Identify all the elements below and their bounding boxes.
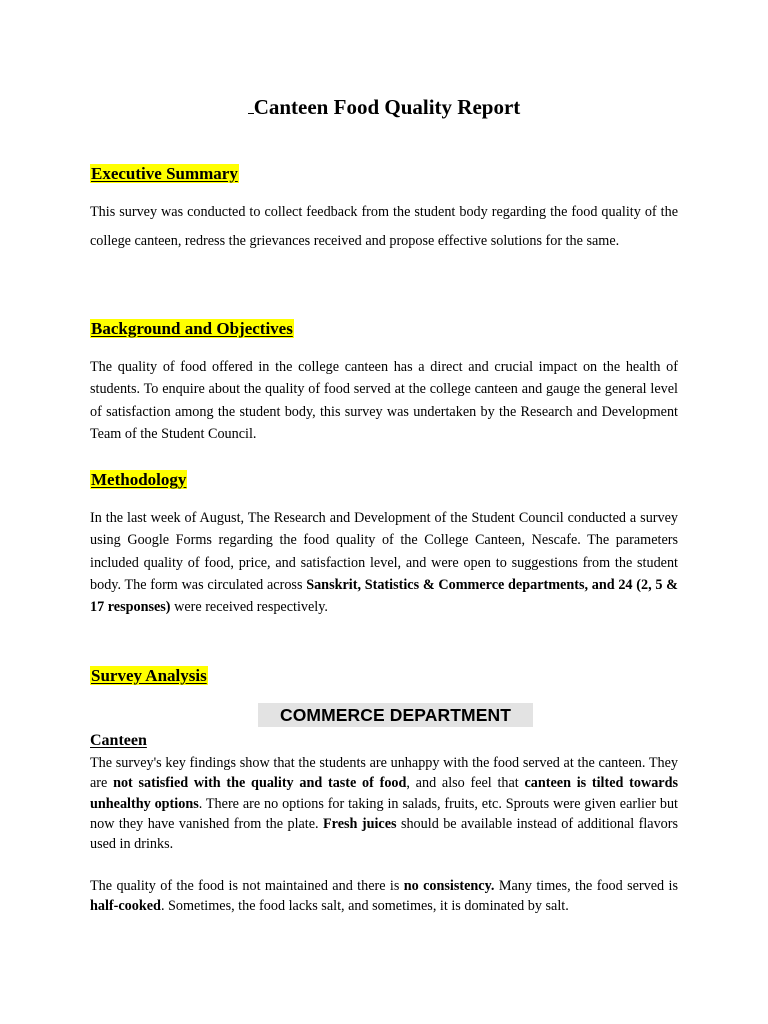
executive-summary-paragraph: This survey was conducted to collect feedback from the student body regarding the food quality of the college canteen, redress the grievances received and propose effective solutions for the same.	[90, 204, 678, 249]
bold-unhealthy-options: canteen is tilted towards unhealthy options	[90, 775, 679, 812]
methodology-text: In the last week of August, The Research and Development of the Student Council conducted a survey using Google Forms regarding the food quality of the College Canteen, Nescafe. The parameters included quality of food, price, and satisfaction level, and were open to suggestions from the student body. The form was circulated across	[90, 510, 678, 593]
survey-analysis-heading: Survey Analysis	[91, 666, 207, 685]
canteen-subheading: Canteen	[90, 732, 147, 749]
executive-summary-heading: Executive Summary	[91, 164, 238, 183]
bold-half-cooked: half-cooked	[90, 898, 161, 915]
department-banner: COMMERCE DEPARTMENT	[258, 703, 533, 727]
bold-fresh-juices: Fresh juices	[323, 815, 397, 832]
methodology-paragraph	[90, 507, 678, 618]
methodology-text-end: were received respectively.	[170, 599, 328, 616]
bold-no-consistency: no consistency.	[403, 878, 495, 894]
background-heading: Background and Objectives	[91, 319, 293, 338]
report-title-text: Canteen Food Quality Report	[253, 95, 521, 119]
canteen-paragraph-1: The survey's key findings show that the students are unhappy with the food served at the canteen. They are not satisfied with the quality and taste of food, and also feel that canteen is tilted towards unhealthy options. There are no options for taking in salads, fruits, etc. Sprouts were given earlier but now they have vanished from the plate. Fresh juices should be available instead of additional flavors used in drinks.	[90, 755, 679, 853]
bold-not-satisfied: not satisfied with the quality and taste of food	[113, 775, 407, 792]
background-paragraph: The quality of food offered in the college canteen has a direct and crucial impact on the health of students. To enquire about the quality of food served at the college canteen and gauge the general level of satisfaction among the student body, this survey was undertaken by the Research and Development Team of the Student Council.	[90, 359, 678, 442]
methodology-heading: Methodology	[91, 470, 187, 489]
methodology-bold-departments: Sanskrit, Statistics & Commerce departments, and 24 (2, 5 & 17 responses)	[90, 576, 678, 616]
canteen-paragraph-2: The quality of the food is not maintained and there is no consistency. Many times, the food served is half-cooked. Sometimes, the food lacks salt, and sometimes, it is dominated by salt.	[90, 878, 678, 915]
report-title	[90, 94, 678, 120]
